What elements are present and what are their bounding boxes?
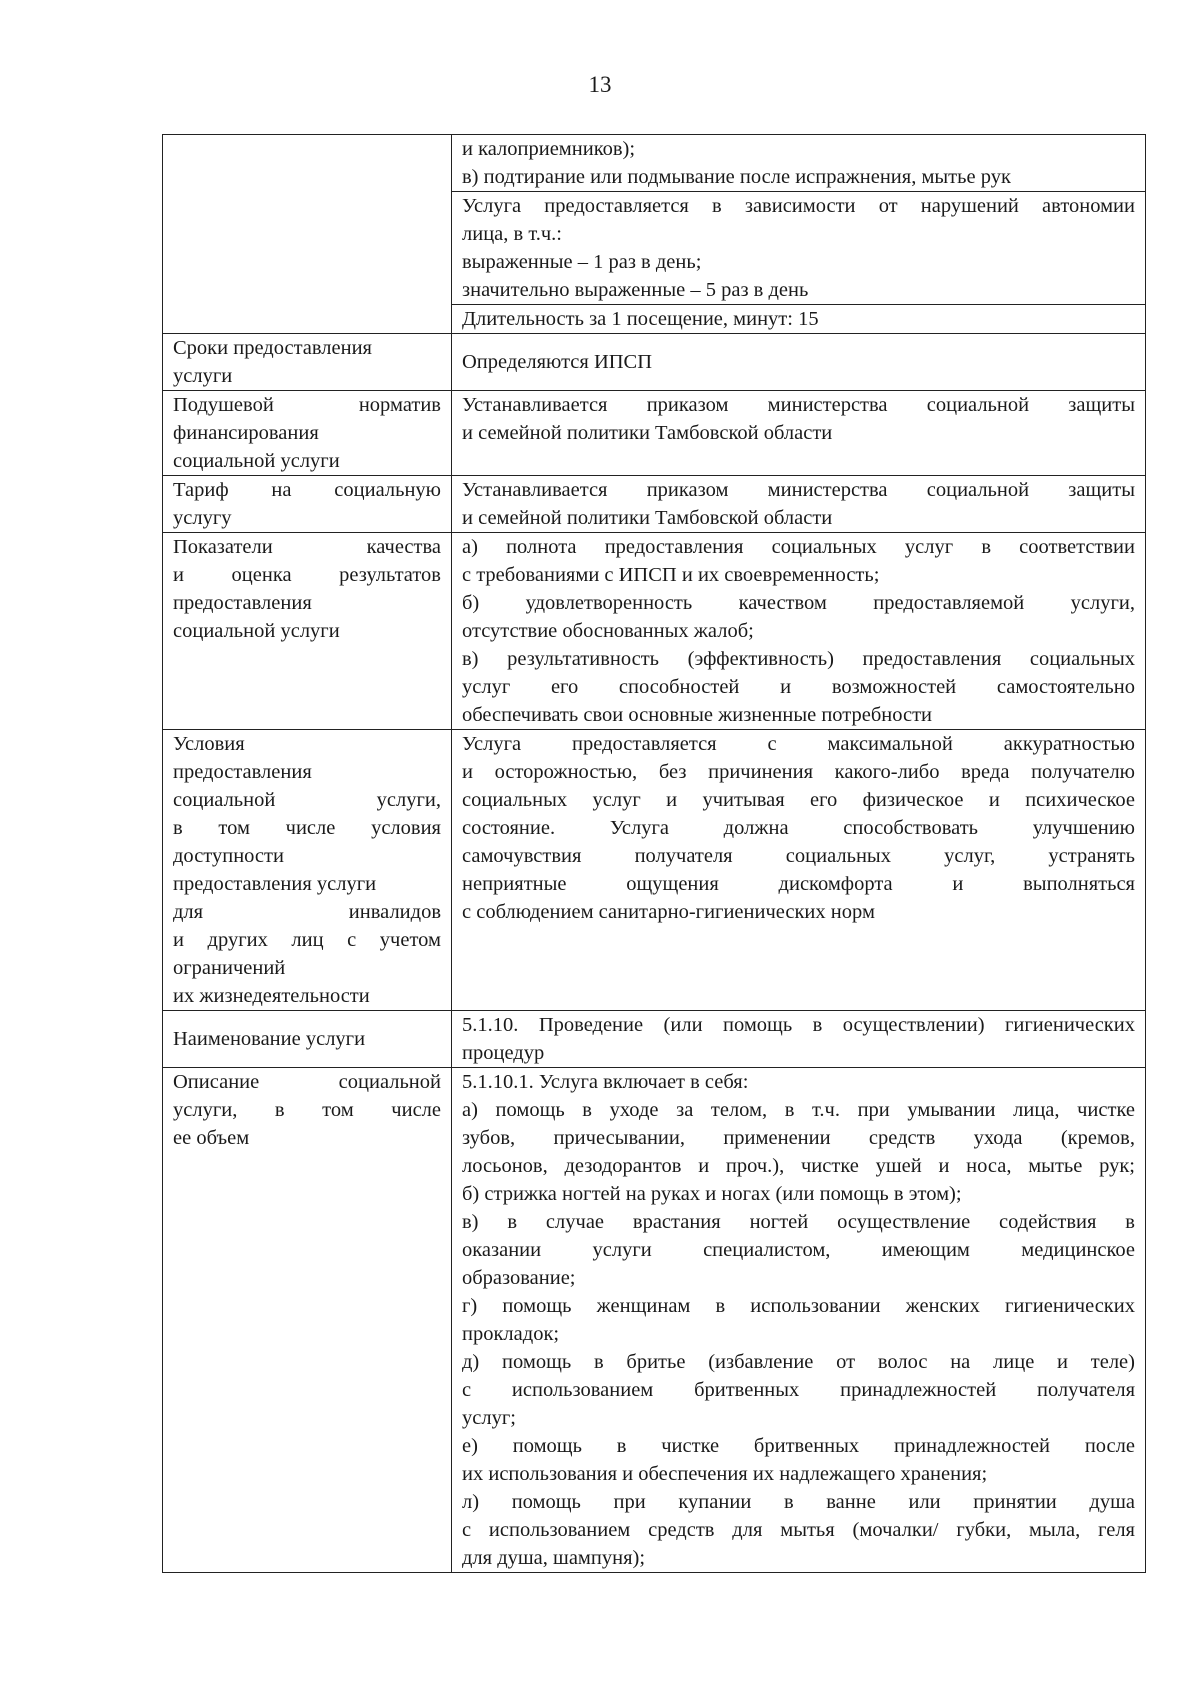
text-line: услуг его способностей и возможностей самостоятельно: [462, 676, 1135, 698]
text-line: г) помощь женщинам в использовании женских гигиенических: [462, 1295, 1135, 1317]
text-line: их использования и обеспечения их надлежащего хранения;: [462, 1463, 988, 1485]
page-number: 13: [588, 72, 612, 97]
text-line: в) в случае врастания ногтей осуществление содействия в: [462, 1211, 1135, 1233]
label-line: услуги, в том числе: [173, 1099, 441, 1121]
text-line: е) помощь в чистке бритвенных принадлежностей после: [462, 1435, 1135, 1457]
tariff-value: [452, 476, 1146, 533]
label-line: предоставления услуги: [173, 873, 377, 895]
terms-label: [163, 334, 452, 391]
table-row-tariff: [163, 476, 1146, 533]
quality-label: [163, 533, 452, 730]
continuation-cell: [452, 135, 1146, 192]
label-line: Показатели качества: [173, 536, 441, 558]
text-line: Услуга предоставляется с максимальной аккуратностью: [462, 733, 1135, 755]
text-line: с использованием бритвенных принадлежностей получателя: [462, 1379, 1135, 1401]
text-line: 5.1.10.1. Услуга включает в себя:: [462, 1071, 749, 1093]
table-row-terms: [163, 334, 1146, 391]
label-line: ее объем: [173, 1127, 250, 1149]
service-name-value: [452, 1011, 1146, 1068]
label-line: Условия: [173, 733, 245, 755]
text-line: с соблюдением санитарно-гигиенических норм: [462, 901, 875, 923]
description-label: [163, 1068, 452, 1573]
label-line: Тариф на социальную: [173, 479, 441, 501]
per-capita-label: [163, 391, 452, 476]
text-line: с требованиями с ИПСП и их своевременность;: [462, 564, 880, 586]
text-line: б) удовлетворенность качеством предоставляемой услуги,: [462, 592, 1135, 614]
text-line: и семейной политики Тамбовской области: [462, 507, 833, 529]
text-line: состояние. Услуга должна способствовать улучшению: [462, 817, 1135, 839]
table-row-service-name: [163, 1011, 1146, 1068]
conditions-value: [452, 730, 1146, 1011]
text-line: значительно выраженные – 5 раз в день: [462, 279, 809, 301]
table-row-conditions: [163, 730, 1146, 1011]
label-line: предоставления: [173, 761, 312, 783]
text-line: образование;: [462, 1267, 576, 1289]
text-line: процедур: [462, 1042, 545, 1064]
label-line: предоставления: [173, 592, 312, 614]
text-line: Устанавливается приказом министерства социальной защиты: [462, 479, 1135, 501]
text-line: с использованием средств для мытья (мочалки/ губки, мыла, геля: [462, 1519, 1135, 1541]
text-line: неприятные ощущения дискомфорта и выполняться: [462, 873, 1135, 895]
label-line: социальной услуги: [173, 620, 340, 642]
text-line: а) помощь в уходе за телом, в т.ч. при умывании лица, чистке: [462, 1099, 1135, 1121]
label-line: Подушевой норматив: [173, 394, 441, 416]
text-line: самочувствия получателя социальных услуг, устранять: [462, 845, 1135, 867]
per-capita-value: [452, 391, 1146, 476]
label-line: Сроки предоставления: [173, 337, 372, 359]
text-line: в) подтирание или подмывание после испражнения, мытье рук: [462, 166, 1011, 188]
terms-value: Определяются ИПСП: [452, 334, 1146, 391]
text-line: д) помощь в бритье (избавление от волос на лице и теле): [462, 1351, 1135, 1373]
label-line: для инвалидов: [173, 901, 441, 923]
quality-value: [452, 533, 1146, 730]
text-line: лица, в т.ч.:: [462, 223, 562, 245]
table-row-description: [163, 1068, 1146, 1573]
label-line: и других лиц с учетом: [173, 929, 441, 951]
tariff-label: [163, 476, 452, 533]
label-line: их жизнедеятельности: [173, 985, 370, 1007]
text-line: а) полнота предоставления социальных услуг в соответствии: [462, 536, 1135, 558]
text-line: Услуга предоставляется в зависимости от нарушений автономии: [462, 195, 1135, 217]
text-line: оказании услуги специалистом, имеющим медицинское: [462, 1239, 1135, 1261]
label-line: социальной услуги: [173, 450, 340, 472]
text-line: в) результативность (эффективность) предоставления социальных: [462, 648, 1135, 670]
text-line: б) стрижка ногтей на руках и ногах (или помощь в этом);: [462, 1183, 962, 1205]
description-value: [452, 1068, 1146, 1573]
table-row-per-capita: [163, 391, 1146, 476]
text-line: и семейной политики Тамбовской области: [462, 422, 833, 444]
label-line: в том числе условия: [173, 817, 441, 839]
table-row-continuation: [163, 135, 1146, 192]
label-line: ограничений: [173, 957, 286, 979]
text-line: отсутствие обоснованных жалоб;: [462, 620, 754, 642]
text-line: социальных услуг и учитывая его физическое и психическое: [462, 789, 1135, 811]
label-line: социальной услуги,: [173, 789, 441, 811]
text-line: зубов, причесывании, применении средств ухода (кремов,: [462, 1127, 1135, 1149]
text-line: услуг;: [462, 1407, 516, 1429]
label-line: и оценка результатов: [173, 564, 441, 586]
text-line: и калоприемников);: [462, 138, 636, 160]
label-line: услугу: [173, 507, 232, 529]
text-line: прокладок;: [462, 1323, 560, 1345]
frequency-cell: [452, 192, 1146, 305]
text-line: лосьонов, дезодорантов и проч.), чистке ушей и носа, мытье рук;: [462, 1155, 1135, 1177]
label-line: доступности: [173, 845, 284, 867]
text-line: обеспечивать свои основные жизненные потребности: [462, 704, 933, 726]
text-line: для душа, шампуня);: [462, 1547, 646, 1569]
table-row-quality: [163, 533, 1146, 730]
text-line: л) помощь при купании в ванне или принятии душа: [462, 1491, 1135, 1513]
service-name-label: Наименование услуги: [163, 1011, 452, 1068]
text-line: выраженные – 1 раз в день;: [462, 251, 702, 273]
label-line: финансирования: [173, 422, 319, 444]
empty-label-cell: [163, 135, 452, 334]
label-line: Описание социальной: [173, 1071, 441, 1093]
conditions-label: [163, 730, 452, 1011]
duration-cell: Длительность за 1 посещение, минут: 15: [452, 305, 1146, 334]
label-line: услуги: [173, 365, 233, 387]
text-line: и осторожностью, без причинения какого-либо вреда получателю: [462, 761, 1135, 783]
services-table: [162, 134, 1146, 1573]
text-line: 5.1.10. Проведение (или помощь в осуществлении) гигиенических: [462, 1014, 1135, 1036]
text-line: Устанавливается приказом министерства социальной защиты: [462, 394, 1135, 416]
